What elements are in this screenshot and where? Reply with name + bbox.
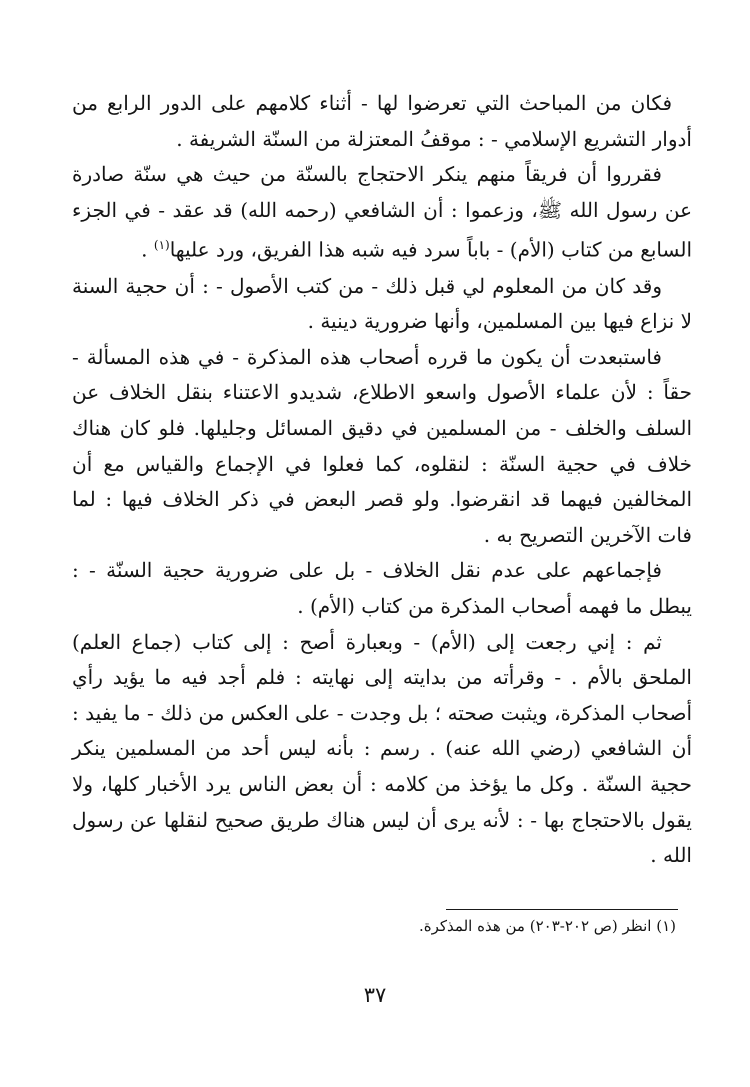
paragraph-4: فاستبعدت أن يكون ما قرره أصحاب هذه المذكرة - في هذه المسألة - حقاً : لأن علماء الأصول واسعو الاطلاع، شديدو الاعتناء بنقل الخلاف عن السلف والخلف - من المسلمين في دقيق المسائل وجليلها. فلو كان هناك خلاف في حجية السنّة : لنقلوه، كما فعلوا في الإجماع والقياس مع أن المخالفين فيهما قد انقرضوا. ولو قصر البعض في ذكر الخلاف فيها : لما فات الآخرين التصريح به . [72,344,692,547]
paragraph-3: وقد كان من المعلوم لي قبل ذلك - من كتب الأصول - : أن حجية السنة لا نزاع فيها بين المسلمين، وأنها ضرورية دينية . [72,273,692,334]
paragraph-1: فكان من المباحث التي تعرضوا لها - أثناء كلامهم على الدور الرابع من أدوار التشريع الإسلامي - : موقفُ المعتزلة من السنّة الشريفة . [72,91,692,151]
paragraph-2 [72,157,692,268]
body-text [72,86,692,874]
paragraph-2-tail: . [141,238,148,263]
footnote-divider [446,909,678,910]
footnote: (١) انظر (ص ٢٠٢-٢٠٣) من هذه المذكرة. [418,917,676,935]
paragraph-5: فإجماعهم على عدم نقل الخلاف - بل على ضرورية حجية السنّة - : يبطل ما فهمه أصحاب المذكرة من كتاب (الأم) . [72,558,692,618]
footnote-marker[interactable]: (١) [153,238,170,253]
paragraph-2-text: فقرروا أن فريقاً منهم ينكر الاحتجاج بالسنّة من حيث هي سنّة صادرة عن رسول الله ﷺ، وزعموا : أن الشافعي (رحمه الله) قد عقد - في الجزء السابع من كتاب (الأم) - باباً سرد فيه شبه هذا الفريق، ورد عليها [72,162,692,263]
paragraph-6: ثم : إني رجعت إلى (الأم) - وبعبارة أصح : إلى كتاب (جماع العلم) الملحق بالأم . - وقرأته من بدايته إلى نهايته : فلم أجد فيه ما يؤيد رأي أصحاب المذكرة، ويثبت صحته ؛ بل وجدت - على العكس من ذلك - ما يفيد : أن الشافعي (رضي الله عنه) . رسم : بأنه ليس أحد من المسلمين ينكر حجية السنّة . وكل ما يؤخذ من كلامه : أن بعض الناس يرد الأخبار كلها، ولا يقول بالاحتجاج بها - : لأنه يرى أن ليس هناك طريق صحيح لنقلها عن رسول الله . [72,629,693,868]
page-number: ٣٧ [363,983,387,1007]
